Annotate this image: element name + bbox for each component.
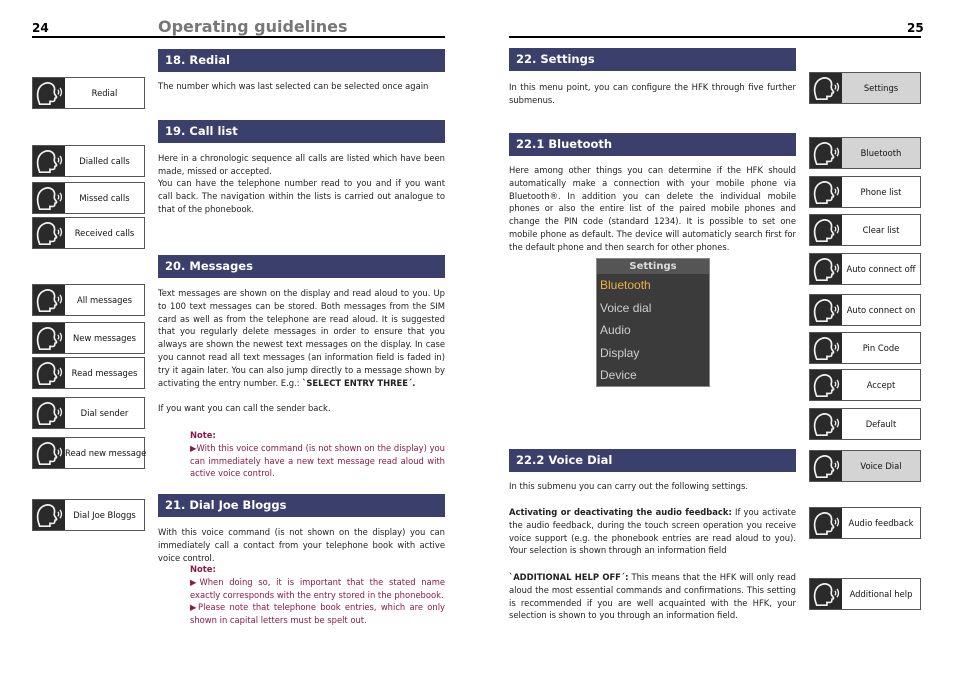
speaking-head-icon	[810, 508, 842, 538]
section-heading-messages: 20. Messages	[158, 255, 445, 278]
messages-call-back-text: If you want you can call the sender back.	[158, 403, 331, 413]
speaking-head-icon	[810, 295, 842, 325]
auto-connect-on-button[interactable]	[809, 294, 921, 326]
settings-text: In this menu point, you can configure the HFK through five further submenus.	[509, 82, 796, 105]
speaking-head-icon	[810, 451, 842, 481]
default-button[interactable]	[809, 408, 921, 440]
dialled-calls-button[interactable]	[32, 145, 145, 177]
messages-text	[158, 287, 445, 389]
additional-help-bold: `ADDITIONAL HELP OFF´:	[509, 572, 629, 582]
bluetooth-button[interactable]	[809, 137, 921, 169]
auto-connect-on-label: Auto connect on	[846, 305, 916, 315]
page-title: Operating guidelines	[158, 17, 348, 36]
speaking-head-icon	[810, 254, 842, 284]
clear-list-label: Clear list	[862, 225, 900, 235]
pin-code-button[interactable]	[809, 332, 921, 364]
accept-label: Accept	[866, 380, 896, 390]
additional-help-button[interactable]	[809, 578, 921, 610]
additional-help-text	[509, 571, 796, 622]
settings-menu-screen	[596, 258, 710, 387]
speaking-head-icon	[33, 358, 65, 388]
header-rule-right	[509, 36, 921, 38]
bluetooth-label: Bluetooth	[842, 138, 920, 168]
dial-joe-bloggs-label: Dial Joe Bloggs	[73, 510, 136, 520]
messages-body: Text messages are shown on the display and read aloud to you. Up to 100 text messages can be stored. Both messages from the SIM card as well as from the telephone are read aloud. It is suggested that you regularly delete messages in order to ensure that you always are shown the newest text messages on the display. In case you cannot read all text messages (an information field is faded in) try it again later. You can also jump directly to a message shown by activating the entry number. E.g.:	[158, 288, 445, 388]
redial-button-label: Redial	[91, 88, 118, 98]
section-heading-voice-dial: 22.2 Voice Dial	[509, 449, 796, 472]
settings-label: Settings	[842, 73, 920, 103]
audio-feedback-body: If you activate the audio feedback, during the touch screen operation you receive voice support (e.g. the phonebook entries are read aloud to you). Your selection is shown through an information field	[509, 507, 796, 556]
section-heading-redial: 18. Redial	[158, 49, 445, 72]
missed-calls-button[interactable]	[32, 182, 145, 214]
dial-note-label: Note:	[190, 564, 216, 574]
settings-menu-title: Settings	[597, 259, 709, 274]
phone-list-button[interactable]	[809, 176, 921, 208]
speaking-head-icon	[33, 218, 65, 248]
settings-button[interactable]	[809, 72, 921, 104]
auto-connect-off-label: Auto connect off	[846, 264, 916, 274]
dial-note-text-2: ▶Please note that telephone book entries, which are only shown in capital letters must be spelt out.	[190, 602, 445, 626]
speaking-head-icon	[810, 370, 842, 400]
missed-calls-label: Missed calls	[79, 193, 130, 203]
speaking-head-icon	[33, 438, 65, 468]
speaking-head-icon	[810, 579, 842, 609]
phone-list-label: Phone list	[860, 187, 902, 197]
section-heading-settings: 22. Settings	[509, 48, 796, 71]
dial-note-text-1: ▶When doing so, it is important that the stated name exactly corresponds with the entry stored in the phonebook.	[190, 576, 445, 600]
redial-button[interactable]	[32, 77, 145, 109]
accept-button[interactable]	[809, 369, 921, 401]
right-page-number: 25	[907, 21, 924, 35]
speaking-head-icon	[33, 398, 65, 428]
settings-menu-item-voice-dial[interactable]: Voice dial	[600, 300, 652, 315]
speaking-head-icon	[810, 215, 842, 245]
auto-connect-off-button[interactable]	[809, 253, 921, 285]
call-list-text-2: You can have the telephone number read to you and if you want call back. The navigation within the lists is carried out analogue to that of the phonebook.	[158, 178, 445, 214]
dial-joe-bloggs-button[interactable]	[32, 499, 145, 531]
settings-menu-item-bluetooth[interactable]: Bluetooth	[600, 278, 651, 292]
speaking-head-icon	[810, 409, 842, 439]
read-messages-button[interactable]	[32, 357, 145, 389]
speaking-head-icon	[33, 78, 65, 108]
header-rule-left	[32, 36, 445, 38]
new-messages-label: New messages	[73, 333, 136, 343]
messages-note	[190, 429, 445, 480]
read-new-message-label: Read new message	[65, 448, 147, 458]
dialled-calls-label: Dialled calls	[79, 156, 130, 166]
settings-menu-item-device[interactable]: Device	[600, 368, 637, 382]
pin-code-label: Pin Code	[862, 343, 900, 353]
voice-dial-label: Voice Dial	[842, 451, 920, 481]
audio-feedback-label: Audio feedback	[848, 518, 914, 528]
bluetooth-text: Here among other things you can determine if the HFK should automatically make a connection with your mobile phone via Bluetooth®. In addition you can delete the individual mobile phones or also the entire list of the paired mobile phones and change the PIN code (standard 1234). It is possible to set one mobile phone as default. The device will automaticly search first for the default phone and then search for other phones.	[509, 165, 796, 252]
section-heading-dial: 21. Dial Joe Bloggs	[158, 494, 445, 517]
received-calls-button[interactable]	[32, 217, 145, 249]
all-messages-label: All messages	[76, 295, 133, 305]
section-heading-bluetooth: 22.1 Bluetooth	[509, 133, 796, 156]
speaking-head-icon	[810, 177, 842, 207]
all-messages-button[interactable]	[32, 284, 145, 316]
section-heading-call-list: 19. Call list	[158, 120, 445, 143]
speaking-head-icon	[810, 73, 842, 103]
voice-dial-intro: In this submenu you can carry out the following settings.	[509, 481, 748, 491]
received-calls-label: Received calls	[74, 228, 135, 238]
dial-sender-label: Dial sender	[80, 408, 129, 418]
additional-help-body: This means that the HFK will only read aloud the most essential commands and confirmations. This setting is recommended if you are well acquainted with the HFK, your selection is shown to you through an information field.	[509, 572, 796, 621]
call-list-text-1: Here in a chronologic sequence all calls are listed which have been made, missed or accepted.	[158, 153, 445, 176]
messages-note-label: Note:	[190, 430, 216, 440]
speaking-head-icon	[33, 183, 65, 213]
dial-note	[190, 563, 445, 627]
audio-feedback-text	[509, 506, 796, 557]
voice-dial-button[interactable]	[809, 450, 921, 482]
default-label: Default	[865, 419, 897, 429]
audio-feedback-bold: Activating or deactivating the audio feedback:	[509, 507, 732, 517]
left-page-number: 24	[32, 21, 49, 35]
dial-text: With this voice command (is not shown on the display) you can immediately call a contact from your telephone book with active voice control.	[158, 527, 445, 563]
messages-note-text: ▶With this voice command (is not shown on the display) you can immediately have a new text message read aloud with active voice control.	[190, 442, 445, 479]
speaking-head-icon	[33, 285, 65, 315]
speaking-head-icon	[33, 323, 65, 353]
speaking-head-icon	[810, 333, 842, 363]
audio-feedback-button[interactable]	[809, 507, 921, 539]
speaking-head-icon	[33, 500, 65, 530]
clear-list-button[interactable]	[809, 214, 921, 246]
additional-help-label: Additional help	[849, 589, 913, 599]
read-messages-label: Read messages	[71, 368, 138, 378]
redial-text: The number which was last selected can be selected once again	[158, 81, 429, 91]
messages-command: `SELECT ENTRY THREE´.	[302, 377, 416, 388]
speaking-head-icon	[33, 146, 65, 176]
new-messages-button[interactable]	[32, 322, 145, 354]
speaking-head-icon	[810, 138, 842, 168]
dial-sender-button[interactable]	[32, 397, 145, 429]
read-new-message-button[interactable]	[32, 437, 145, 469]
settings-menu-item-display[interactable]: Display	[600, 345, 640, 360]
settings-menu-item-audio[interactable]: Audio	[600, 323, 631, 337]
